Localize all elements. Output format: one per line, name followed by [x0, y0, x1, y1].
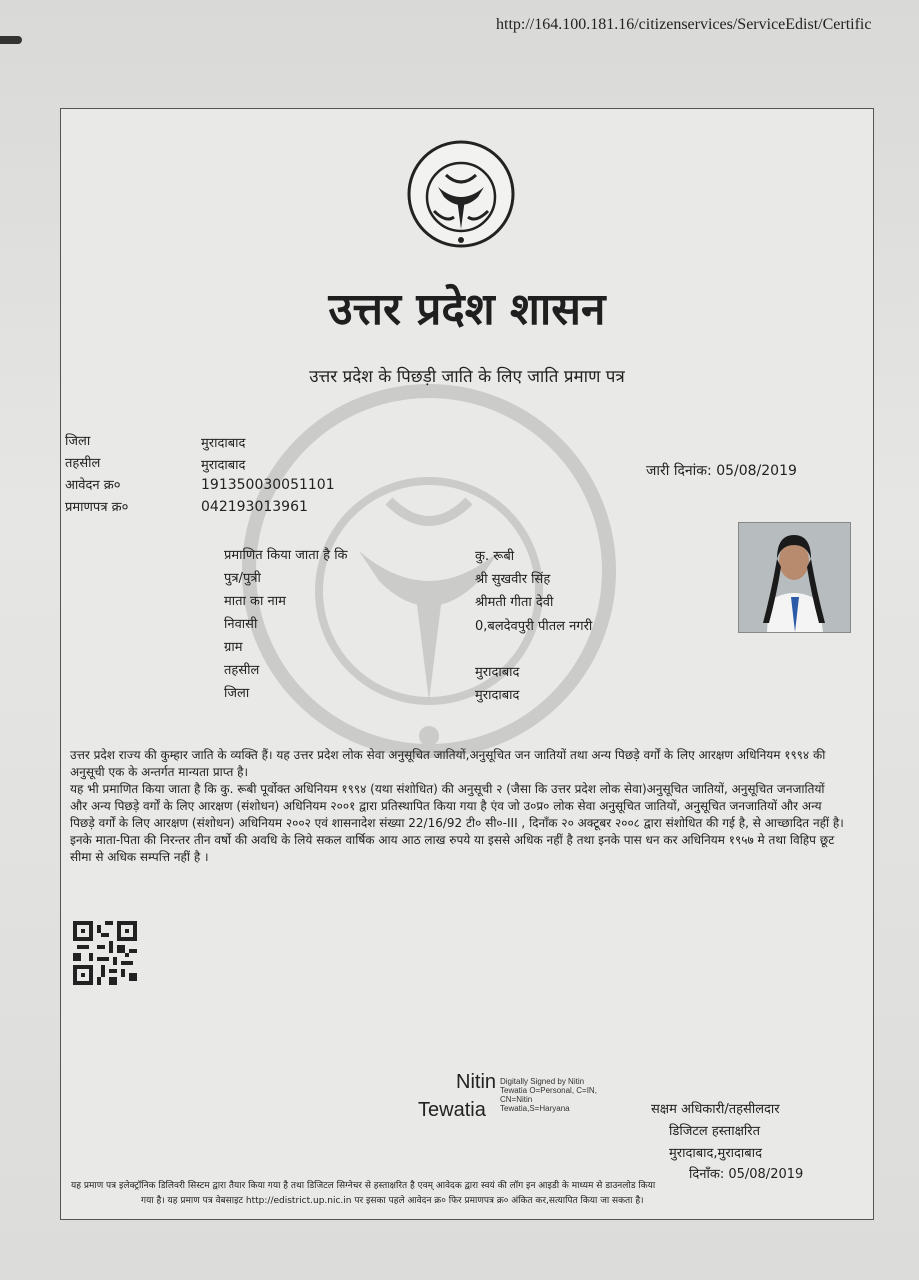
application-no-value: 191350030051101	[201, 477, 335, 493]
field-district-value: मुरादाबाद	[475, 688, 520, 703]
digital-signature-details	[500, 1077, 620, 1113]
tehsil-label: तहसील	[65, 456, 101, 471]
officer-designation: सक्षम अधिकारी/तहसीलदार	[651, 1102, 780, 1117]
applicant-photo	[738, 522, 851, 633]
certificate-sheet	[60, 108, 874, 1220]
certify-value: कु. रूबी	[475, 549, 515, 564]
certificate-body	[70, 747, 845, 866]
certificate-subtitle: उत्तर प्रदेश के पिछड़ी जाति के लिए जाति प्रमाण पत्र	[309, 367, 625, 387]
browser-url: http://164.100.181.16/citizenservices/ServiceEdist/Certific	[496, 16, 872, 33]
footer-line-1: यह प्रमाण पत्र इलेक्ट्रॉनिक डिलिवरी सिस्टम द्वारा तैयार किया गया है तथा डिजिटल सिग्नेचर से हस्ताक्षरित है एवम् आवेदक द्वारा स्वयं की लॉग इन आइडी के माध्यम से डाउनलोड किया	[71, 1181, 656, 1191]
application-no-label: आवेदन क्र०	[65, 478, 121, 493]
watermark-emblem-icon	[239, 381, 619, 761]
pen-mark	[0, 36, 22, 44]
tehsil-value: मुरादाबाद	[201, 458, 246, 473]
mother-name-value: श्रीमती गीता देवी	[475, 595, 554, 610]
officer-date: दिनाँक: 05/08/2019	[689, 1167, 804, 1182]
signer-first-name: Nitin	[456, 1071, 497, 1093]
son-daughter-value: श्री सुखवीर सिंह	[475, 572, 551, 587]
certify-label: प्रमाणित किया जाता है कि	[224, 548, 348, 563]
digital-sign-line: CN=Nitin	[500, 1095, 533, 1104]
officer-sign-type: डिजिटल हस्ताक्षरित	[669, 1124, 760, 1139]
up-government-emblem-icon	[406, 139, 516, 249]
issue-date: जारी दिनांक: 05/08/2019	[646, 463, 797, 479]
body-paragraph-1: उत्तर प्रदेश राज्य की कुम्हार जाति के व्यक्ति हैं। यह उत्तर प्रदेश लोक सेवा अनुसूचित जातियों,अनुसूचित जन जातियों तथा अन्य पिछड़े वर्गों के लिए आरक्षण अधिनियम १९९४ की अनुसूची एक के अन्तर्गत मान्यता प्राप्त है।	[70, 748, 826, 779]
field-tehsil-value: मुरादाबाद	[475, 665, 520, 680]
district-value: मुरादाबाद	[201, 436, 246, 451]
resident-value: 0,बलदेवपुरी पीतल नगरी	[475, 619, 593, 634]
digital-sign-line: Tewatia O=Personal, C=IN,	[500, 1086, 597, 1095]
signer-last-name: Tewatia	[418, 1099, 486, 1121]
body-paragraph-2: यह भी प्रमाणित किया जाता है कि कु. रूबी पूर्वोक्त अधिनियम १९९४ (यथा संशोधित) की अनुसूची २ (जैसा कि उत्तर प्रदेश लोक सेवा)अनुसूचित जातियों, अनुसूचित जनजातियों और अन्य पिछड़े वर्गों के लिए आरक्षण (संशोधन) अधिनियम २००१ द्वारा प्रतिस्थापित किया गया है एंव जो उ०प्र० लोक सेवा अनुसूचित जातियों, अनुसूचित जनजातियों और अन्य पिछड़े वर्गों के लिए आरक्षण (संशोधन) अधिनियम २००२ एवं शासनादेश संख्या 22/16/92 टी० सी०-III , दिनाँक २० अक्टूबर २००८ द्वारा संशोधित की गई है, से आच्छादित नहीं है।इनके माता-पिता की निरन्तर तीन वर्षो की अवधि के लिये सकल वार्षिक आय आठ लाख रुपये या इससे अधिक नहीं है तथा इनके पास धन कर अधिनियम १९५७ मे तथा विहिप छूट सीमा से अधिक सम्पत्ति नहीं है ।	[70, 782, 844, 864]
son-daughter-label: पुत्र/पुत्री	[224, 571, 261, 586]
certificate-no-value: 042193013961	[201, 499, 308, 515]
digital-sign-line: Tewatia,S=Haryana	[500, 1104, 570, 1113]
village-label: ग्राम	[224, 640, 243, 655]
qr-code	[73, 921, 137, 985]
certificate-title: उत्तर प्रदेश शासन	[328, 284, 606, 335]
resident-label: निवासी	[224, 617, 258, 632]
certificate-footer	[71, 1179, 851, 1209]
field-district-label: जिला	[224, 686, 250, 701]
field-tehsil-label: तहसील	[224, 663, 260, 678]
footer-line-2: गया है। यह प्रमाण पत्र वेबसाइट http://edistrict.up.nic.in पर इसका पहले आवेदन क्र० फिर प्रमाणपत्र क्र० अंकित कर,सत्यापित किया जा सकता है।	[141, 1196, 644, 1206]
certificate-no-label: प्रमाणपत्र क्र०	[65, 500, 129, 515]
officer-place: मुरादाबाद,मुरादाबाद	[669, 1146, 762, 1161]
district-label: जिला	[65, 434, 91, 449]
mother-name-label: माता का नाम	[224, 594, 286, 609]
digital-sign-line: Digitally Signed by Nitin	[500, 1077, 585, 1086]
